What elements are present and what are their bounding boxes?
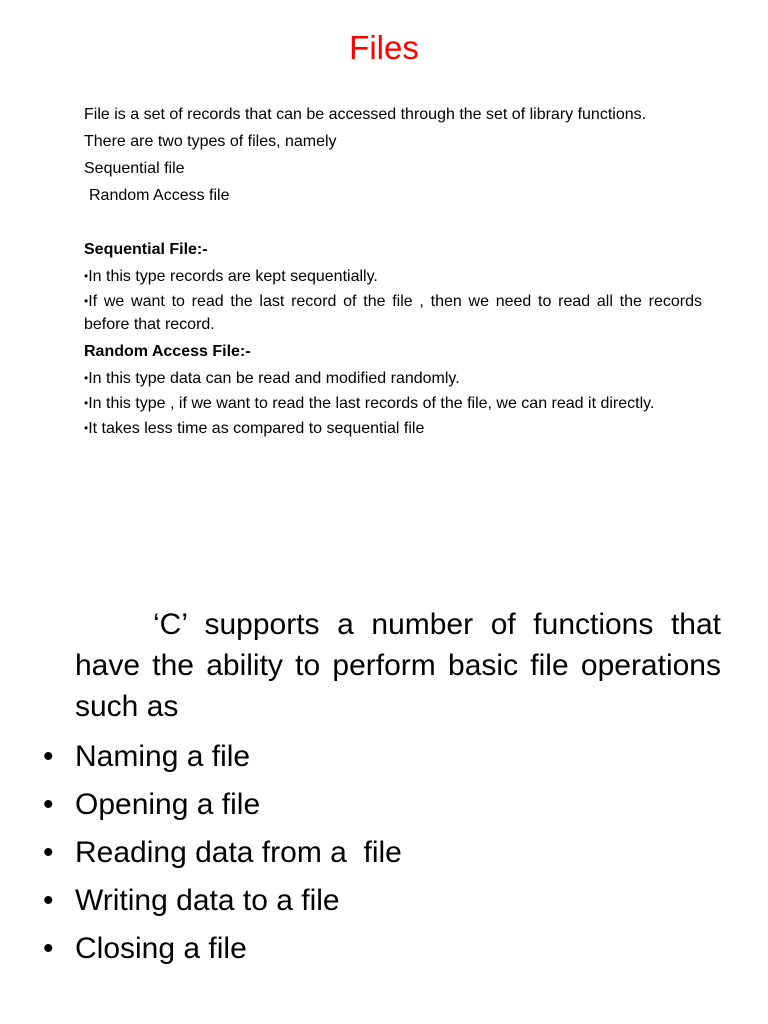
sequential-bullet-text: In this type records are kept sequentially. bbox=[88, 268, 378, 285]
file-type-sequential: Sequential file bbox=[84, 160, 185, 177]
list-item bbox=[43, 925, 721, 973]
random-access-heading: Random Access File:- bbox=[84, 343, 251, 360]
sequential-bullet bbox=[84, 265, 702, 288]
spacer bbox=[84, 209, 702, 236]
sequential-heading: Sequential File:- bbox=[84, 241, 208, 258]
bullet-mark: • bbox=[43, 740, 54, 773]
operation-label: Naming a file bbox=[75, 740, 251, 773]
types-intro-text: There are two types of files, namely bbox=[84, 133, 337, 150]
operations-list bbox=[43, 733, 721, 973]
bullet-mark: • bbox=[43, 788, 54, 821]
bullet-mark: • bbox=[84, 269, 89, 283]
operation-label: Closing a file bbox=[75, 932, 247, 965]
random-access-bullet-text: It takes less time as compared to sequential file bbox=[88, 420, 425, 437]
list-item bbox=[43, 877, 721, 925]
list-item bbox=[43, 781, 721, 829]
bullet-mark: • bbox=[84, 371, 89, 385]
bullet-mark: • bbox=[43, 932, 54, 965]
bullet-mark: • bbox=[43, 836, 54, 869]
operation-label: Reading data from a file bbox=[75, 836, 402, 869]
sequential-bullet bbox=[84, 290, 702, 336]
bullet-mark: • bbox=[84, 396, 89, 410]
page-title: Files bbox=[349, 29, 419, 66]
file-type-random-access: Random Access file bbox=[89, 187, 230, 204]
random-access-bullet bbox=[84, 392, 702, 415]
bullet-mark: • bbox=[43, 884, 54, 917]
operation-label: Writing data to a file bbox=[75, 884, 340, 917]
random-access-bullet-text: In this type , if we want to read the last records of the file, we can read it directly. bbox=[88, 395, 655, 412]
operations-intro: ‘C’ supports a number of functions that have the ability to perform basic file operations such as bbox=[75, 608, 721, 723]
file-operations-section bbox=[43, 604, 721, 973]
list-item bbox=[43, 733, 721, 781]
sequential-bullet-text: If we want to read the last record of the file , then we need to read all the records before that record. bbox=[84, 293, 702, 333]
operation-label: Opening a file bbox=[75, 788, 261, 821]
random-access-bullet bbox=[84, 417, 702, 440]
files-description bbox=[84, 101, 702, 442]
bullet-mark: • bbox=[84, 421, 89, 435]
bullet-mark: • bbox=[84, 294, 89, 308]
list-item bbox=[43, 829, 721, 877]
random-access-bullet bbox=[84, 367, 702, 390]
definition-text: File is a set of records that can be accessed through the set of library functions. bbox=[84, 106, 647, 123]
random-access-bullet-text: In this type data can be read and modified randomly. bbox=[88, 370, 460, 387]
